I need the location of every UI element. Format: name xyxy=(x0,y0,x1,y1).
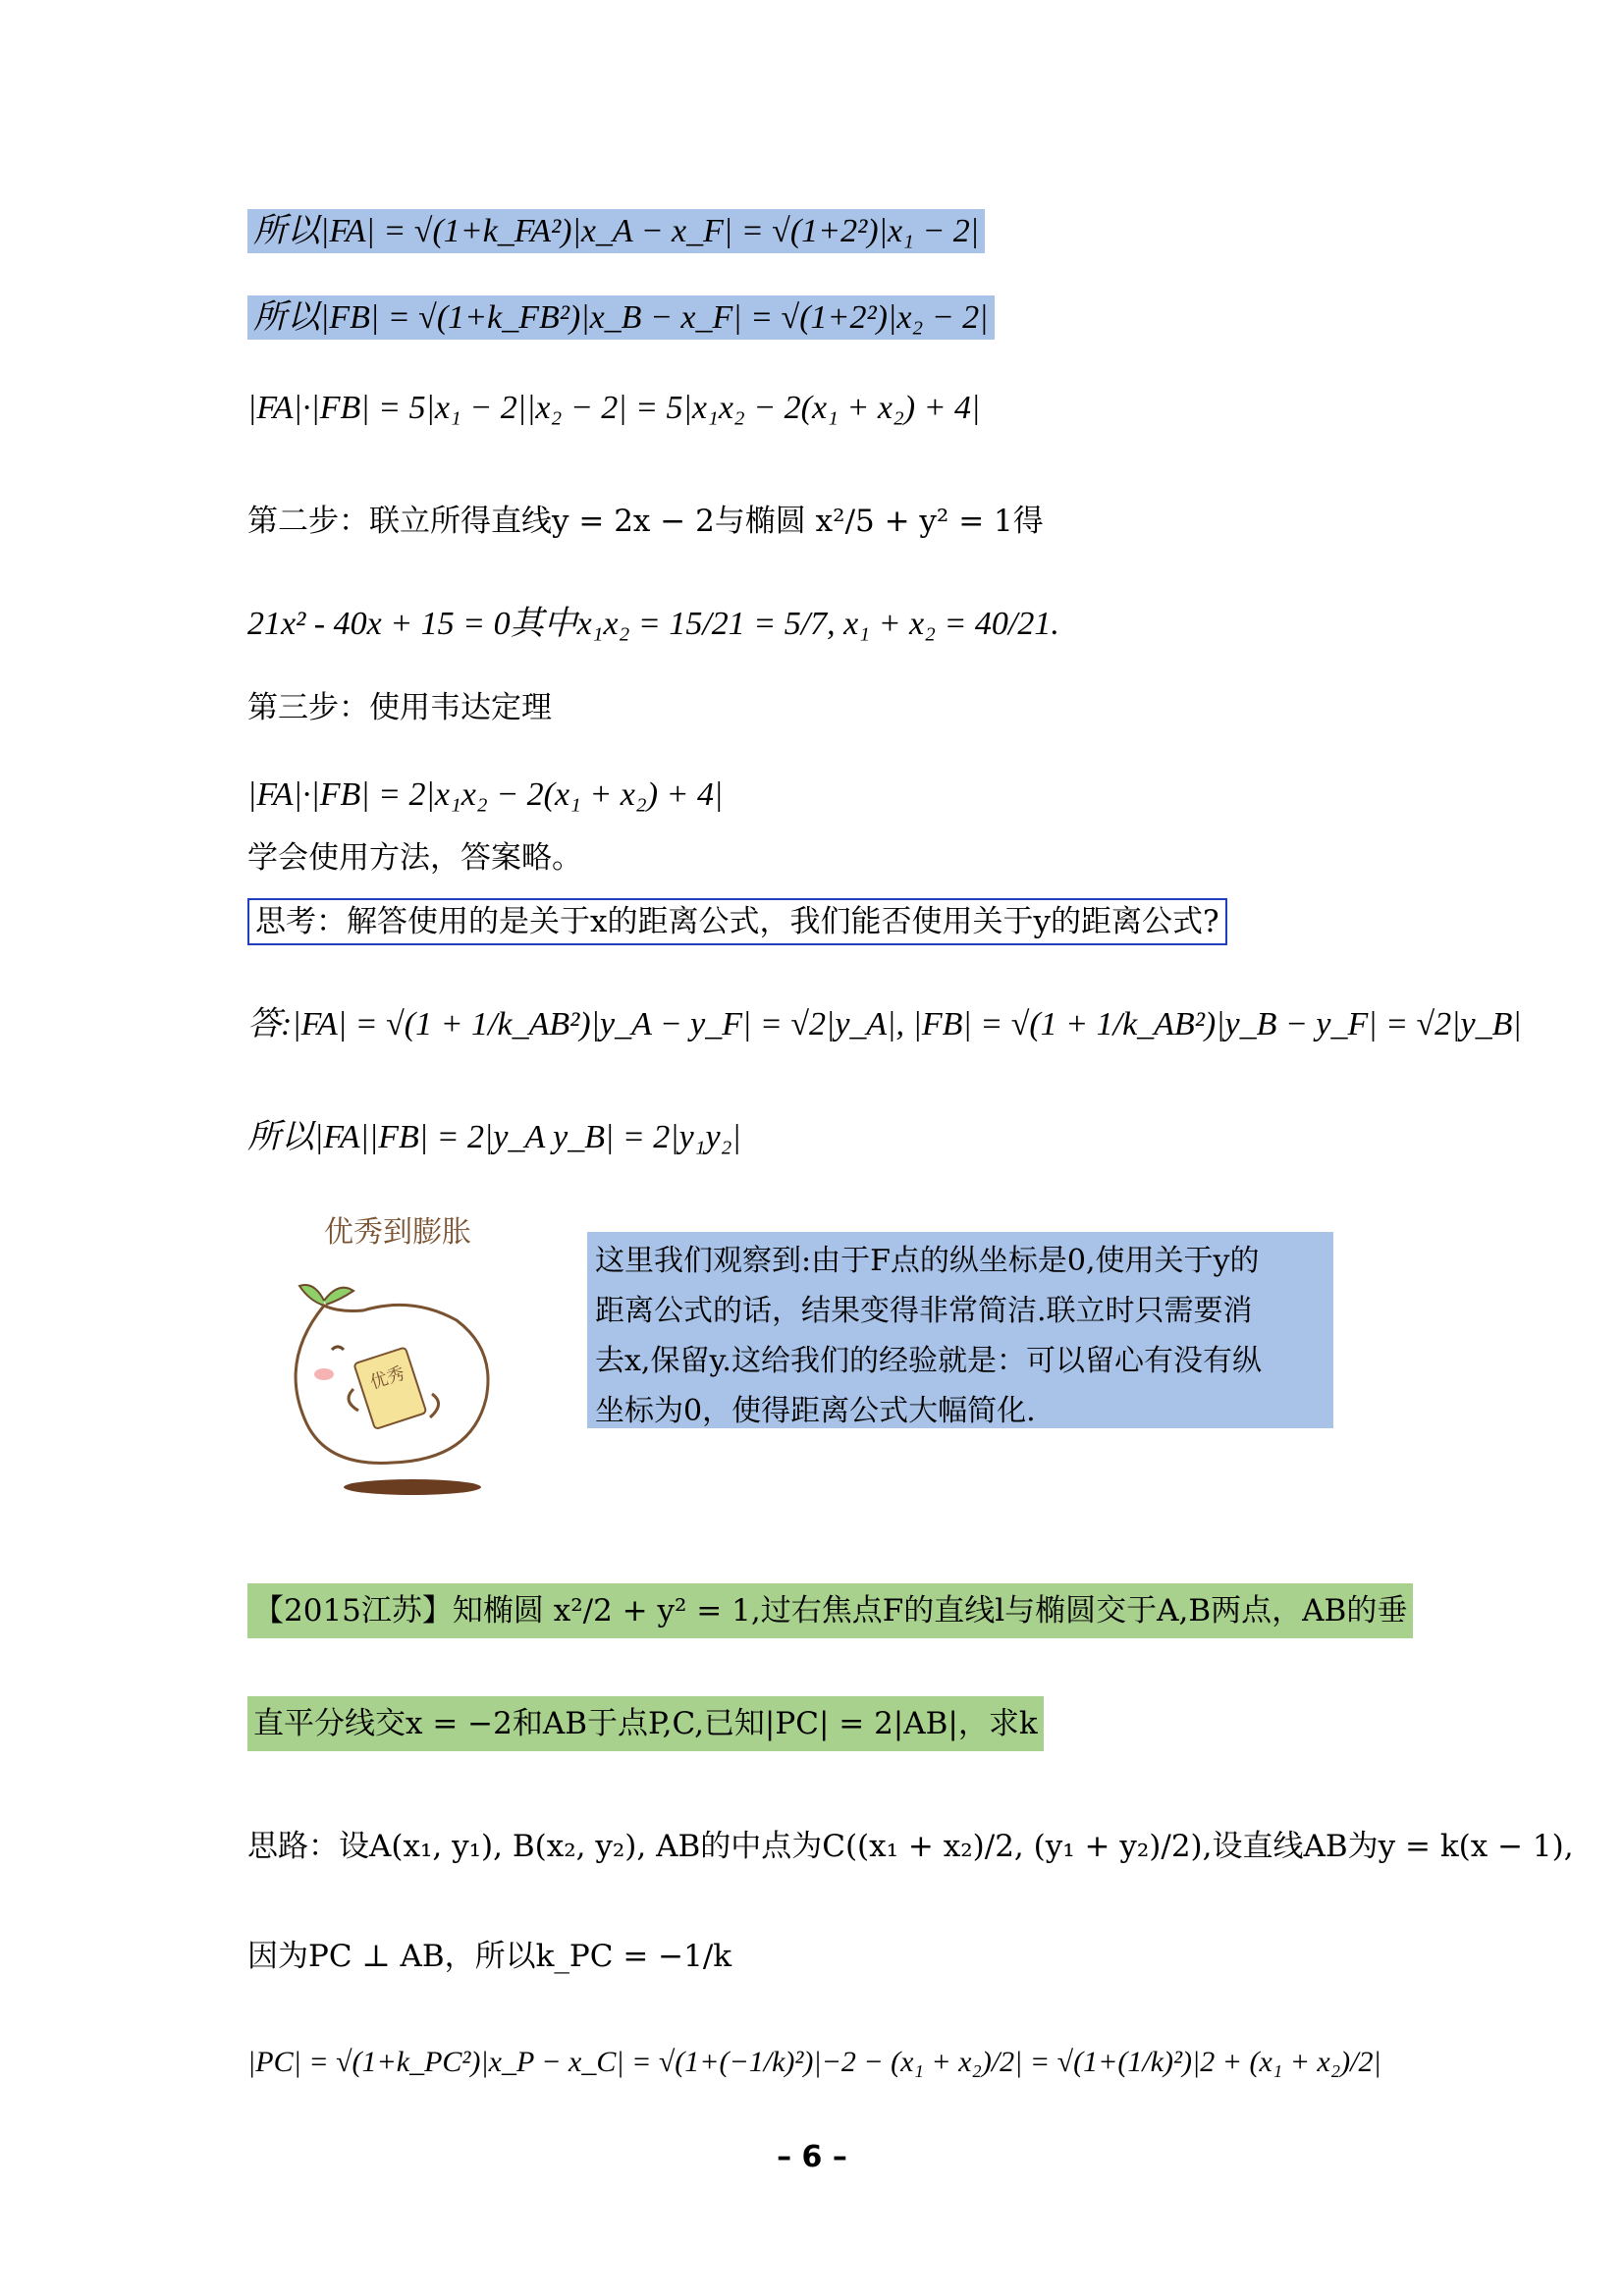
learn-method-text: 学会使用方法，答案略。 xyxy=(247,840,582,876)
blob-mascot-icon xyxy=(285,1202,540,1497)
problem-statement-line-1: 【2015江苏】知椭圆 x²/2 + y² = 1,过右焦点F的直线l与椭圆交于A,B两点，AB的垂 xyxy=(247,1590,1413,1632)
perpendicular-slope: 因为PC ⊥ AB，所以k_PC = −1/k xyxy=(247,1939,732,1974)
problem-statement-line-2: 直平分线交x = −2和AB于点P,C,已知|PC| = 2|AB|，求k xyxy=(247,1703,1044,1745)
quadratic-equation: 21x² - 40x + 15 = 0其中x₁x₂ = 15/21 = 5/7, x₁ + x₂ = 40/21. xyxy=(247,606,1059,642)
sticker-card-text: 优秀 xyxy=(367,1362,407,1394)
think-question: 思考：解答使用的是关于x的距离公式，我们能否使用关于y的距离公式? xyxy=(247,901,1227,943)
solution-idea: 思路：设A(x₁, y₁), B(x₂, y₂), AB的中点为C((x₁ + x₂)/2, (y₁ + y₂)/2),设直线AB为y = k(x − 1), xyxy=(247,1829,1574,1864)
step-two: 第二步：联立所得直线y = 2x − 2与椭圆 x²/5 + y² = 1得 xyxy=(247,504,1044,539)
excellent-sticker xyxy=(285,1202,540,1497)
fb-distance-formula: 所以|FB| = √(1+k_FB²)|x_B − x_F| = √(1+2²)|x₂ − 2| xyxy=(247,294,995,342)
answer-formula: 答:|FA| = √(1 + 1/k_AB²)|y_A − y_F| = √2|y_A|, |FB| = √(1 + 1/k_AB²)|y_B − y_F| = √2|y_B| xyxy=(247,1006,1522,1042)
note-line: 去x,保留y.这给我们的经验就是：可以留心有没有纵 xyxy=(595,1344,1262,1378)
vieta-formula: |FA|·|FB| = 2|x₁x₂ − 2(x₁ + x₂) + 4| xyxy=(247,776,724,813)
so-product-formula: 所以|FA||FB| = 2|y_A y_B| = 2|y₁y₂| xyxy=(247,1119,741,1155)
pc-distance-formula: |PC| = √(1+k_PC²)|x_P − x_C| = √(1+(−1/k)²)|−2 − (x₁ + x₂)/2| = √(1+(1/k)²)|2 + (x₁ + x₂)/2| xyxy=(247,2046,1381,2078)
note-line: 坐标为0，使得距离公式大幅简化. xyxy=(595,1394,1036,1428)
sticker-caption: 优秀到膨胀 xyxy=(324,1215,471,1250)
note-line: 这里我们观察到:由于F点的纵坐标是0,使用关于y的 xyxy=(595,1244,1260,1278)
fa-distance-formula: 所以|FA| = √(1+k_FA²)|x_A − x_F| = √(1+2²)|x₁ − 2| xyxy=(247,208,985,255)
observation-note xyxy=(587,1232,1333,1428)
page-number: – 6 – xyxy=(777,2140,847,2174)
product-formula: |FA|·|FB| = 5|x₁ − 2||x₂ − 2| = 5|x₁x₂ − 2(x₁ + x₂) + 4| xyxy=(247,390,981,426)
note-line: 距离公式的话，结果变得非常简洁.联立时只需要消 xyxy=(595,1294,1253,1328)
step-three: 第三步：使用韦达定理 xyxy=(247,690,552,725)
